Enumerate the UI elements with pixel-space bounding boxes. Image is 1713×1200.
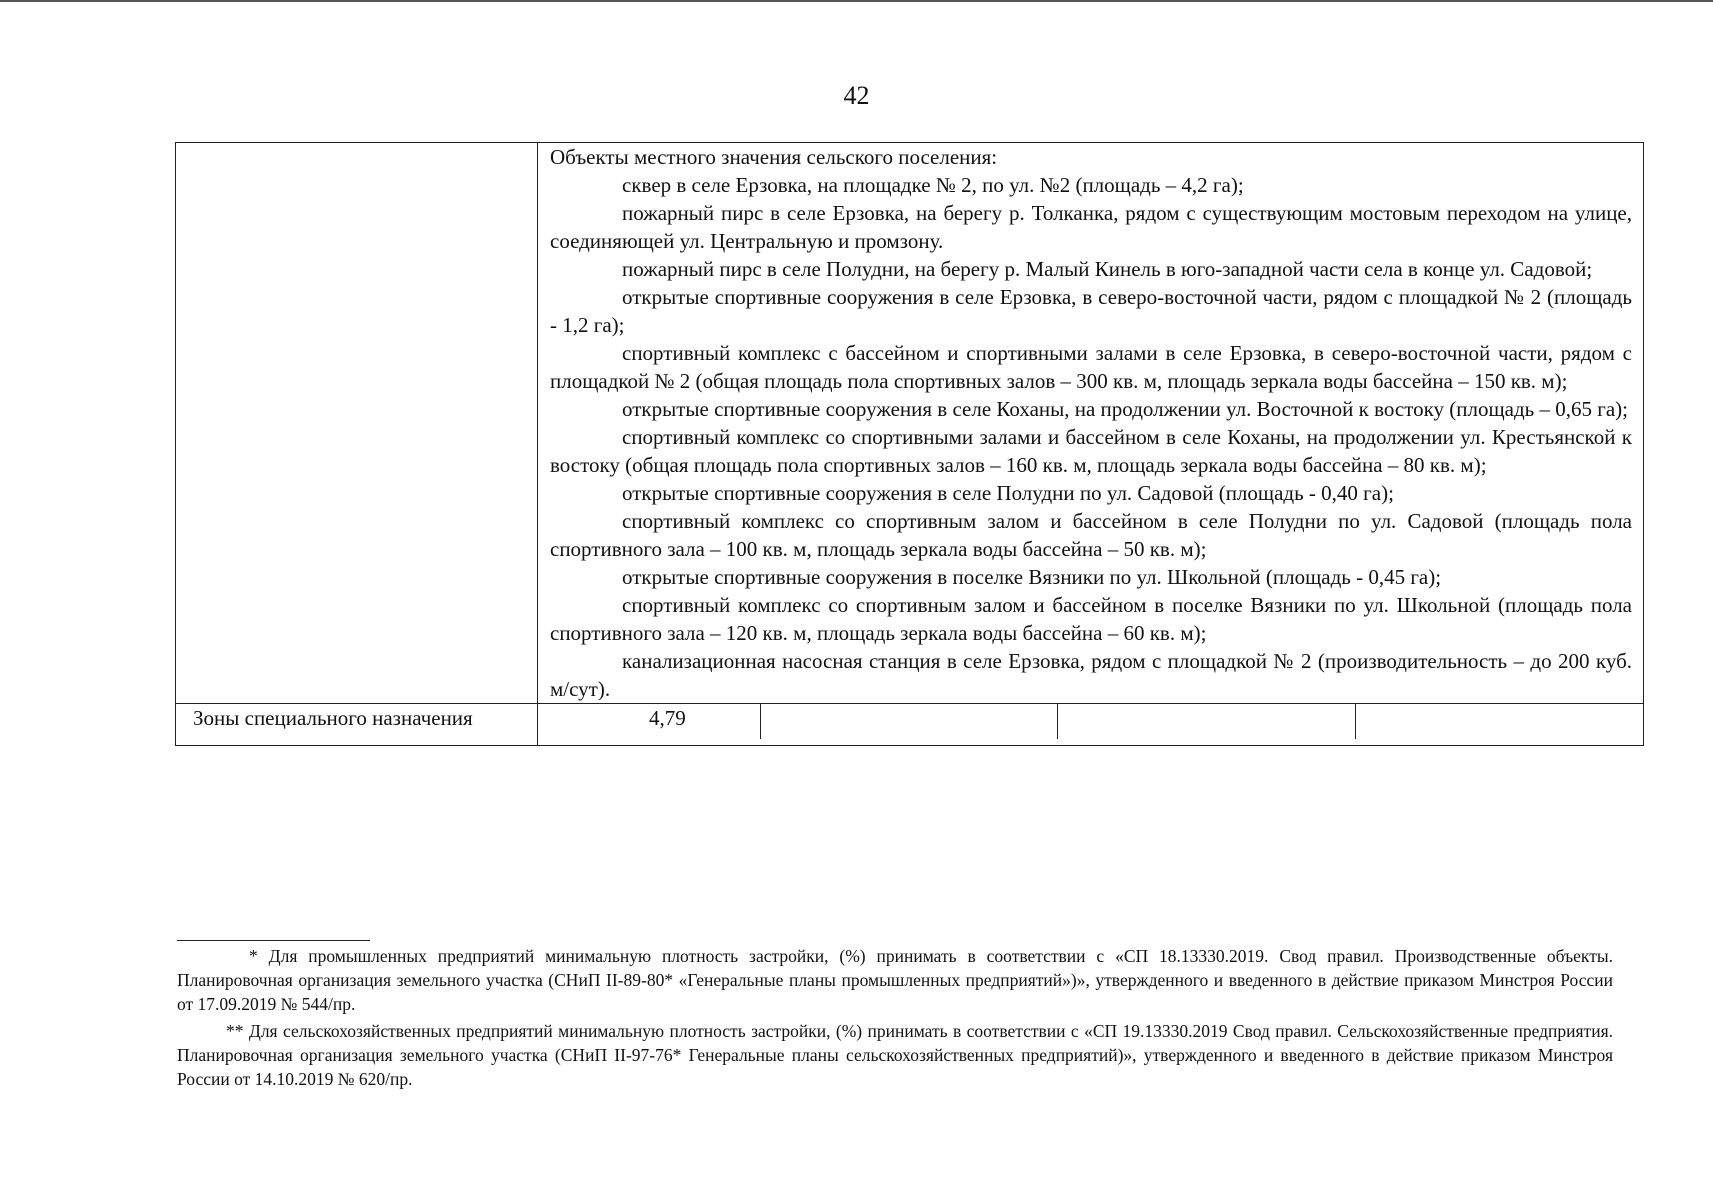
object-item: спортивный комплекс со спортивным залом и бассейном в селе Полудни по ул. Садовой (площадь пола спортивного зала – 100 кв. м, площадь зеркала воды бассейна – 50 кв. м); (550, 509, 1632, 561)
object-item: спортивный комплекс со спортивными залами и бассейном в селе Коханы, на продолжении ул. Крестьянской к востоку (общая площадь пола спортивных залов – 160 кв. м, площадь зеркала воды бассейна – 80 кв. м); (550, 425, 1632, 477)
footnote-separator (177, 940, 370, 941)
object-item: открытые спортивные сооружения в селе Ерзовка, в северо-восточной части, рядом с площадкой № 2 (площадь - 1,2 га); (550, 285, 1632, 337)
empty-value-cell (1057, 704, 1355, 739)
zoning-table (175, 142, 1644, 746)
object-item: сквер в селе Ерзовка, на площадке № 2, по ул. №2 (площадь – 4,2 га); (622, 173, 1244, 197)
object-item: открытые спортивные сооружения в селе Коханы, на продолжении ул. Восточной к востоку (площадь – 0,65 га); (622, 397, 1629, 421)
empty-value-cell (760, 704, 1057, 739)
empty-zone-cell (176, 143, 538, 704)
page-number: 42 (843, 81, 870, 110)
object-item: пожарный пирс в селе Полудни, на берегу р. Малый Кинель в юго-западной части села в конце ул. Садовой; (622, 257, 1593, 281)
object-item: пожарный пирс в селе Ерзовка, на берегу р. Толканка, рядом с существующим мостовым переходом на улице, соединяющей ул. Центральную и промзону. (550, 201, 1632, 253)
object-item: открытые спортивные сооружения в селе Полудни по ул. Садовой (площадь - 0,40 га); (622, 481, 1394, 505)
object-item: канализационная насосная станция в селе Ерзовка, рядом с площадкой № 2 (производительность – до 200 куб. м/сут). (550, 649, 1632, 701)
footnote-2: ** Для сельскохозяйственных предприятий минимальную плотность застройки, (%) принимать в соответствии с «СП 19.13330.2019 Свод правил. Сельскохозяйственные предприятия. Планировочная организация земельного участка (СНиП II-97-76* Генеральные планы сельскохозяйственных предприятий)», утвержденного и введенного в действие приказом Минстроя России от 14.10.2019 № 620/пр. (177, 1021, 1613, 1089)
footnotes (177, 944, 1613, 1091)
objects-cell (538, 143, 1644, 704)
object-item: открытые спортивные сооружения в поселке Вязники по ул. Школьной (площадь - 0,45 га); (622, 565, 1442, 589)
scan-edge-line (0, 0, 1713, 2)
zone-row (176, 704, 1644, 746)
object-item: спортивный комплекс с бассейном и спортивными залами в селе Ерзовка, в северо-восточной части, рядом с площадкой № 2 (общая площадь пола спортивных залов – 300 кв. м, площадь зеркала воды бассейна – 150 кв. м); (550, 341, 1632, 393)
empty-value-cell (1355, 704, 1643, 739)
footnote-1: * Для промышленных предприятий минимальную плотность застройки, (%) принимать в соответствии с «СП 18.13330.2019. Свод правил. Производственные объекты. Планировочная организация земельного участка (СНиП II-89-80* «Генеральные планы промышленных предприятий»)», утвержденного и введенного в действие приказом Минстроя России от 17.09.2019 № 544/пр. (177, 946, 1613, 1014)
zone-area-value: 4,79 (649, 706, 686, 730)
object-item: спортивный комплекс со спортивным залом и бассейном в поселке Вязники по ул. Школьной (площадь пола спортивного зала – 120 кв. м, площадь зеркала воды бассейна – 60 кв. м); (550, 593, 1632, 645)
zone-values-cell (538, 704, 1644, 746)
zone-name-cell: Зоны специального назначения (176, 704, 538, 746)
objects-intro: Объекты местного значения сельского поселения: (550, 145, 998, 169)
objects-row (176, 143, 1644, 704)
